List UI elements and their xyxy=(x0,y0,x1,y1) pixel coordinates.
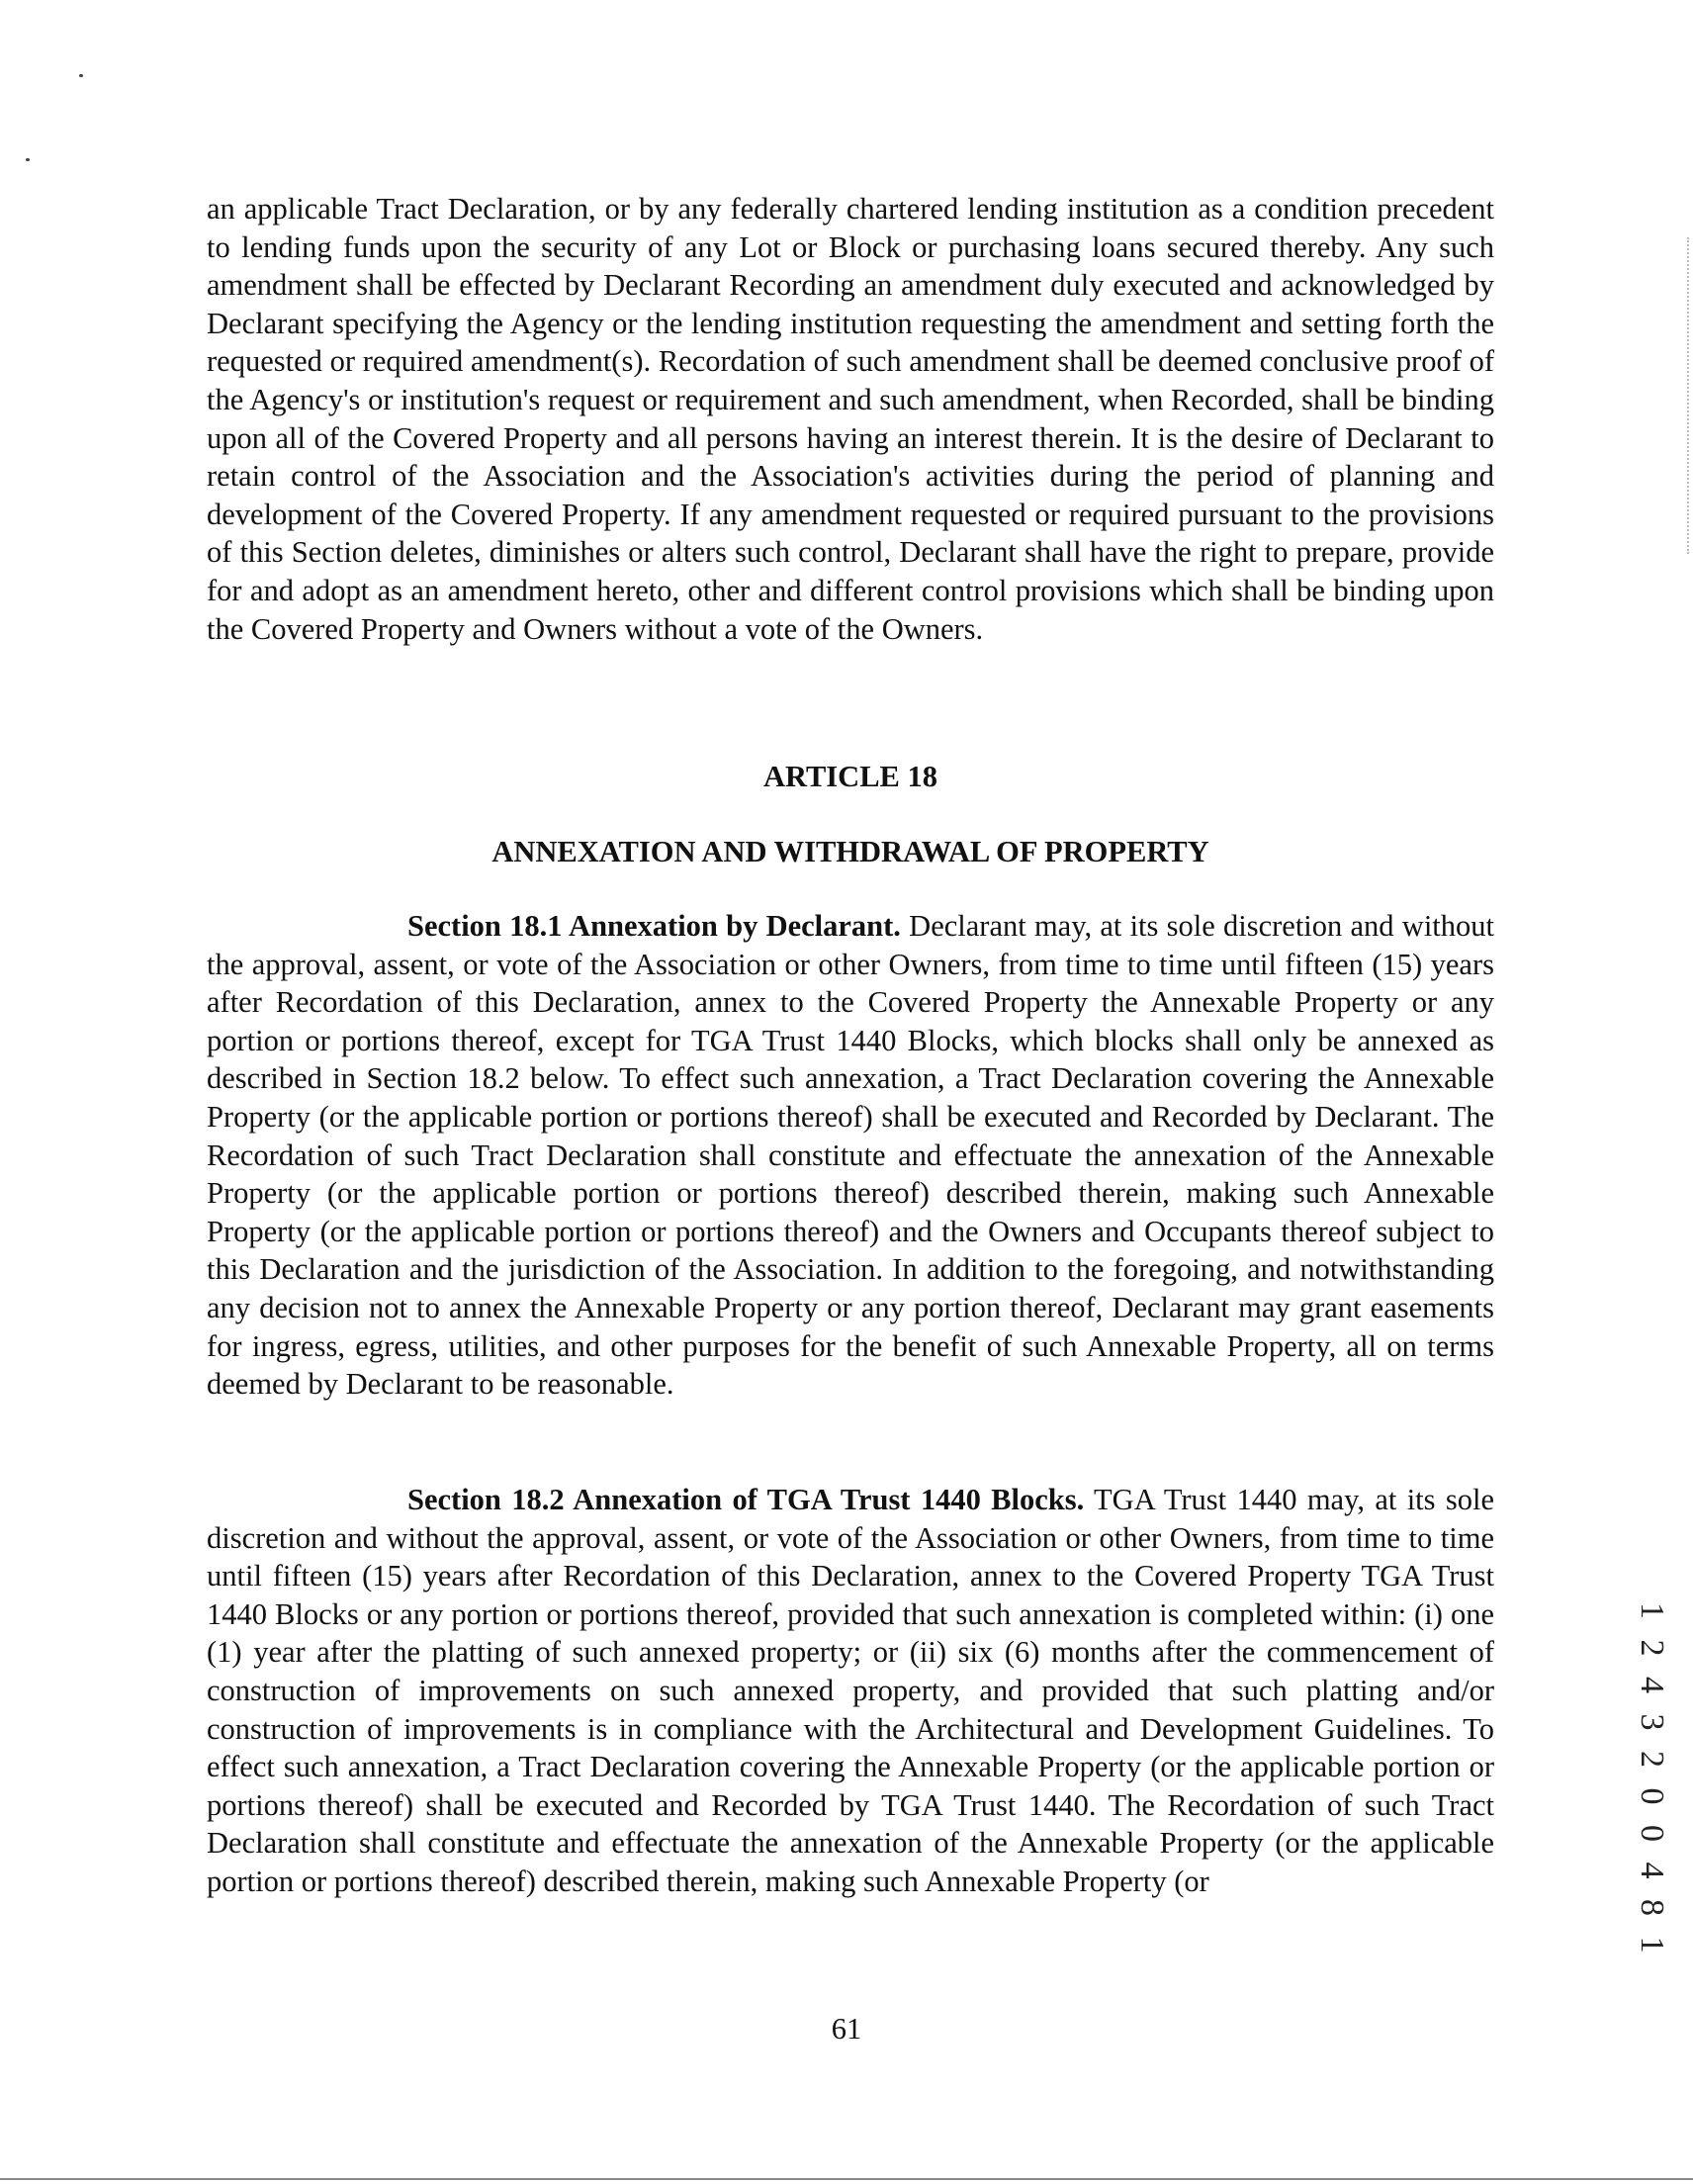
page-number: 61 xyxy=(831,2012,862,2046)
section-18-2-paragraph xyxy=(207,1481,1494,1901)
recording-number-text: 1 2 4 3 2 0 0 4 8 1 xyxy=(1634,1602,1670,1959)
section-18-2-heading: Section 18.2 Annexation of TGA Trust 1440 Blocks. xyxy=(407,1483,1085,1516)
paragraph-text: an applicable Tract Declaration, or by any federally chartered lending institution as a condition precedent to lending funds upon the security of any Lot or Block or purchasing loans secured thereby. Any such amendment shall be effected by Declarant Recording an amendment duly executed and acknowledged by Declarant specifying the Agency or the lending institution requesting the amendment and setting forth the requested or required amendment(s). Recordation of such amendment shall be deemed conclusive proof of the Agency's or institution's request or requirement and such amendment, when Recorded, shall be binding upon all of the Covered Property and all persons having an interest therein. It is the desire of Declarant to retain control of the Association and the Association's activities during the period of planning and development of the Covered Property. If any amendment requested or required pursuant to the provisions of this Section deletes, diminishes or alters such control, Declarant shall have the right to prepare, provide for and adopt as an amendment hereto, other and different control provisions which shall be binding upon the Covered Property and Owners without a vote of the Owners. xyxy=(207,192,1494,646)
scan-speck xyxy=(26,158,30,161)
article-heading: ARTICLE 18 xyxy=(762,760,938,793)
section-18-1-paragraph xyxy=(207,907,1494,1404)
body-paragraph-amendment xyxy=(207,190,1494,648)
margin-scan-artifact xyxy=(1687,237,1691,554)
recording-number-stamp xyxy=(1634,1602,1674,1959)
section-18-1-body: Declarant may, at its sole discretion and without the approval, assent, or vote of the Association or other Owners, from time to time until fifteen (15) years after Recordation of this Declaration, annex to the Covered Property the Annexable Property or any portion or portions thereof, except for TGA Trust 1440 Blocks, which blocks shall only be annexed as described in Section 18.2 below. To effect such annexation, a Tract Declaration covering the Annexable Property (or the applicable portion or portions thereof) shall be executed and Recorded by Declarant. The Recordation of such Tract Declaration shall constitute and effectuate the annexation of the Annexable Property (or the applicable portion or portions thereof) described therein, making such Annexable Property (or the applicable portion or portions thereof) and the Owners and Occupants thereof subject to this Declaration and the jurisdiction of the Association. In addition to the foregoing, and notwithstanding any decision not to annex the Annexable Property or any portion thereof, Declarant may grant easements for ingress, egress, utilities, and other purposes for the benefit of such Annexable Property, all on terms deemed by Declarant to be reasonable. xyxy=(207,909,1494,1402)
article-title: ANNEXATION AND WITHDRAWAL OF PROPERTY xyxy=(491,835,1209,868)
scan-speck xyxy=(79,74,83,77)
section-18-2-body: TGA Trust 1440 may, at its sole discretion and without the approval, assent, or vote of the Association or other Owners, from time to time until fifteen (15) years after Recordation of this Declaration, annex to the Covered Property TGA Trust 1440 Blocks or any portion or portions thereof, provided that such annexation is completed within: (i) one (1) year after the platting of such annexed property; or (ii) six (6) months after the commencement of construction of improvements on such annexed property, and provided that such platting and/or construction of improvements is in compliance with the Architectural and Development Guidelines. To effect such annexation, a Tract Declaration covering the Annexable Property (or the applicable portion or portions thereof) shall be executed and Recorded by TGA Trust 1440. The Recordation of such Tract Declaration shall constitute and effectuate the annexation of the Annexable Property (or the applicable portion or portions thereof) described therein, making such Annexable Property (or xyxy=(207,1483,1494,1898)
bottom-edge-line xyxy=(0,2178,1693,2180)
section-18-1-heading: Section 18.1 Annexation by Declarant. xyxy=(407,909,901,943)
